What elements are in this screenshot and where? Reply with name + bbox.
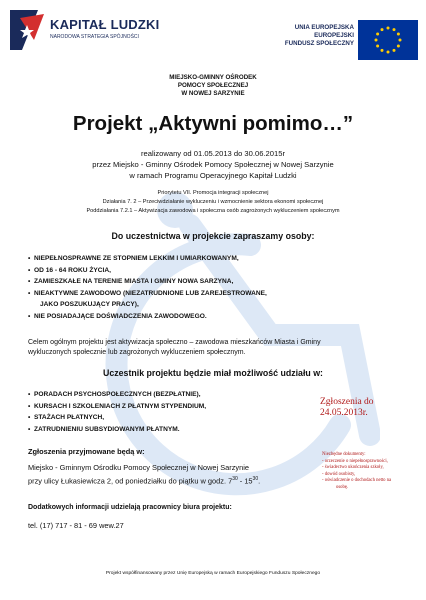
docs-item: - świadectwo ukończenia szkoły, — [322, 465, 384, 471]
criteria-text: ZAMIESZKAŁE NA TERENIE MIASTA I GMINY NOWA SARZYNA, — [34, 278, 234, 285]
applications-line-1: Miejsko - Gminnym Ośrodku Pomocy Społecznej w Nowej Sarzynie — [28, 463, 249, 472]
applications-heading: Zgłoszenia przyjmowane będą w: — [28, 447, 145, 456]
criteria-text: OD 16 - 64 ROKU ŻYCIA, — [34, 266, 111, 274]
kapital-ludzki-subtitle: NARODOWA STRATEGIA SPÓJNOŚCI — [50, 34, 139, 40]
eu-star-icon — [381, 28, 384, 31]
eu-star-icon — [376, 45, 379, 48]
eu-star-icon — [397, 45, 400, 48]
contact-heading: Dodatkowych informacji udzielają pracownicy biura projektu: — [28, 504, 232, 511]
time-start-sup: 30 — [232, 476, 238, 482]
criteria-text: NIEAKTYWNE ZAWODOWO (NIEZATRUDNIONE LUB ZAREJESTROWANE, — [34, 289, 267, 297]
list-item: • NIEAKTYWNE ZAWODOWO (NIEZATRUDNIONE LUB ZAREJESTROWANE, — [28, 289, 267, 297]
list-item: • ZATRUDNIENIU SUBSYDIOWANYM PŁATNYM. — [28, 425, 180, 433]
deadline-note — [320, 397, 410, 419]
deadline-line-2: 24.05.2013r. — [320, 408, 368, 418]
docs-item: - oświadczenie o dochodach netto na — [322, 478, 392, 484]
docs-item: - dowód osobisty, — [322, 471, 356, 477]
benefit-text: KURSACH I SZKOLENIACH Z PŁATNYM STYPENDIUM, — [34, 402, 207, 410]
eu-logo-text — [285, 24, 354, 48]
ops-header — [0, 74, 426, 98]
benefit-text: ZATRUDNIENIU SUBSYDIOWANYM PŁATNYM. — [34, 425, 180, 433]
eu-flag-background — [358, 20, 418, 60]
intro-line-3: w ramach Programu Operacyjnego Kapitał Ludzki — [129, 171, 297, 180]
eu-star-icon — [399, 39, 402, 42]
eu-star-icon — [393, 49, 396, 52]
kapital-ludzki-title: KAPITAŁ LUDZKI — [50, 17, 160, 32]
docs-heading: Niezbędne dokumenty: — [322, 452, 366, 457]
contact-phone: tel. (17) 717 - 81 - 69 wew.27 — [28, 521, 124, 530]
eu-star-icon — [381, 49, 384, 52]
eu-star-icon — [387, 27, 390, 30]
docs-item: - orzeczenie o niepełnosprawności, — [322, 458, 388, 464]
intro-line-2: przez Miejsko - Gminny Ośrodek Pomocy Społecznej w Nowej Sarzynie — [92, 160, 334, 169]
footer-note: Projekt współfinansowany przez Unię Europejską w ramach Europejskiego Funduszu Społecznego — [105, 571, 321, 576]
time-end-sup: 30 — [252, 476, 259, 482]
intro-line-1: realizowany od 01.05.2013 do 30.06.2015r — [141, 149, 285, 158]
list-item: • NIEPEŁNOSPRAWNE ZE STOPNIEM LEKKIM I UMIARKOWANYM, — [28, 255, 239, 262]
list-item: • NIE POSIADAJĄCE DOŚWIADCZENIA ZAWODOWEGO. — [28, 312, 207, 320]
kapital-ludzki-logo — [10, 10, 170, 60]
ops-line-1: MIEJSKO-GMINNY OŚRODEK — [169, 74, 257, 81]
participant-heading: Uczestnik projektu będzie miał możliwość udziału w: — [103, 368, 323, 378]
priority-line-3: Poddziałania 7.2.1 – Aktywizacja zawodowa i społeczna osób zagrożonych wykluczeniem społecznym — [86, 208, 340, 214]
priority-line-1: Priorytetu VII. Promocja integracji społecznej — [157, 190, 269, 196]
list-item: • OD 16 - 64 ROKU ŻYCIA, — [28, 266, 111, 274]
eu-star-icon — [375, 39, 378, 42]
eu-star-icon — [376, 33, 379, 36]
goal-line-1: Celem ogólnym projektu jest aktywizacja społeczno – zawodowa mieszkańców Miasta i Gminy — [28, 339, 321, 346]
eu-star-icon — [393, 28, 396, 31]
eu-flag-icon — [358, 20, 418, 60]
criteria-list — [28, 253, 358, 322]
list-item: • ZAMIESZKAŁE NA TERENIE MIASTA I GMINY NOWA SARZYNA, — [28, 278, 234, 285]
invite-heading: Do uczestnictwa w projekcie zapraszamy osoby: — [111, 231, 315, 241]
criteria-text: NIEPEŁNOSPRAWNE ZE STOPNIEM LEKKIM I UMIARKOWANYM, — [34, 255, 239, 262]
benefits-list — [28, 389, 358, 435]
eu-star-icon — [387, 51, 390, 54]
eu-logo-line-1: UNIA EUROPEJSKA — [294, 24, 354, 31]
priority-line-2: Działania 7. 2 – Przeciwdziałanie wykluczeniu i wzmocnienie sektora ekonomi społecznej — [102, 199, 324, 205]
ops-line-3: W NOWEJ SARZYNIE — [181, 90, 245, 97]
page-title: Projekt „Aktywni pomimo…” — [72, 112, 354, 135]
goal-paragraph — [28, 338, 398, 358]
list-item: • STAŻACH PŁATNYCH, — [28, 414, 105, 421]
list-item: • PORADACH PSYCHOSPOŁECZNYCH (BEZPŁATNIE), — [28, 391, 201, 398]
goal-line-2: wykluczonych społecznie lub zagrożonych wykluczeniem społecznym. — [28, 349, 246, 356]
eu-star-icon — [397, 33, 400, 36]
deadline-line-1: Zgłoszenia do — [320, 397, 374, 407]
criteria-text: NIE POSIADAJĄCE DOŚWIADCZENIA ZAWODOWEGO. — [34, 312, 207, 320]
benefit-text: STAŻACH PŁATNYCH, — [34, 414, 105, 421]
eu-logo-line-3: FUNDUSZ SPOŁECZNY — [284, 40, 354, 47]
applications-prefix: przy ulicy Łukasiewicza 2, od poniedziałku do piątku w godz. 7 — [28, 476, 233, 486]
time-separator: - 15 — [237, 476, 253, 486]
benefit-text: PORADACH PSYCHOSPOŁECZNYCH (BEZPŁATNIE), — [34, 391, 201, 398]
applications-suffix: . — [258, 476, 261, 486]
required-documents — [322, 452, 420, 492]
ops-line-2: POMOCY SPOŁECZNEJ — [177, 82, 249, 89]
list-item-continuation — [28, 299, 358, 311]
applications-line-2 — [28, 476, 260, 485]
kapital-ludzki-mark-icon — [10, 10, 44, 50]
docs-item: osobę. — [336, 484, 349, 490]
eu-logo-line-2: EUROPEJSKI — [314, 32, 354, 39]
list-item: • KURSACH I SZKOLENIACH Z PŁATNYM STYPENDIUM, — [28, 402, 207, 410]
eu-logo — [246, 20, 422, 62]
criteria-text: JAKO POSZUKUJĄCY PRACY), — [40, 301, 139, 308]
